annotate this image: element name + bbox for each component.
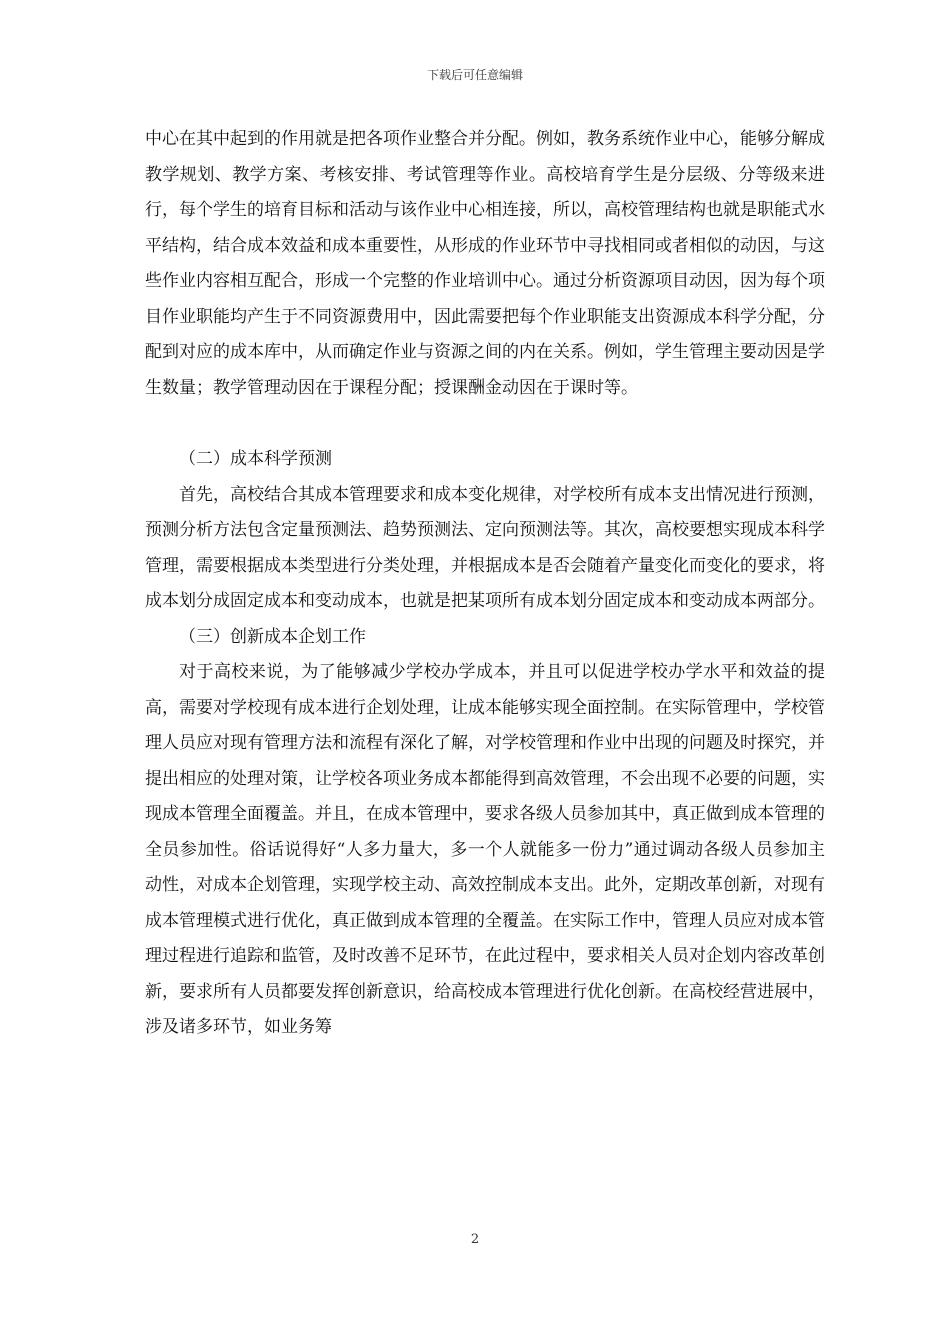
- paragraph-gap: [145, 406, 825, 442]
- page-header: 下载后可任意编辑: [426, 68, 523, 82]
- document-body: [145, 122, 825, 1046]
- page-number: 2: [470, 1232, 480, 1247]
- paragraph-forecast: 首先，高校结合其成本管理要求和成本变化规律，对学校所有成本支出情况进行预测，预测分析方法包含定量预测法、趋势预测法、定向预测法等。其次，高校要想实现成本科学管理，需要根据成本类型进行分类处理，并根据成本是否会随着产量变化而变化的要求，将成本划分成固定成本和变动成本，也就是把某项所有成本划分固定成本和变动成本两部分。: [145, 484, 825, 611]
- section-heading-3: （三）创新成本企划工作: [179, 626, 366, 647]
- paragraph-planning: 对于高校来说，为了能够减少学校办学成本，并且可以促进学校办学水平和效益的提高，需要对学校现有成本进行企划处理，让成本能够实现全面控制。在实际管理中，学校管理人员应对现有管理方法和流程有深化了解，对学校管理和作业中出现的问题及时探究，并提出相应的处理对策，让学校各项业务成本都能得到高效管理，不会出现不必要的问题，实现成本管理全面覆盖。并且，在成本管理中，要求各级人员参加其中，真正做到成本管理的全员参加性。俗话说得好“人多力量大，多一个人就能多一份力”通过调动各级人员参加主动性，对成本企划管理，实现学校主动、高效控制成本支出。此外，定期改革创新，对现有成本管理模式进行优化，真正做到成本管理的全覆盖。在实际工作中，管理人员应对成本管理过程进行追踪和监管，及时改善不足环节，在此过程中，要求相关人员对企划内容改革创新，要求所有人员都要发挥创新意识，给高校成本管理进行优化创新。在高校经营进展中，涉及诸多环节，如业务筹: [145, 662, 825, 1037]
- paragraph-continued: 中心在其中起到的作用就是把各项作业整合并分配。例如，教务系统作业中心，能够分解成教学规划、教学方案、考核安排、考试管理等作业。高校培育学生是分层级、分等级来进行，每个学生的培育目标和活动与该作业中心相连接，所以，高校管理结构也就是职能式水平结构，结合成本效益和成本重要性，从形成的作业环节中寻找相同或者相似的动因，与这些作业内容相互配合，形成一个完整的作业培训中心。通过分析资源项目动因，因为每个项目作业职能均产生于不同资源费用中，因此需要把每个作业职能支出资源成本科学分配，分配到对应的成本库中，从而确定作业与资源之间的内在关系。例如，学生管理主要动因是学生数量；教学管理动因在于课程分配；授课酬金动因在于课时等。: [145, 129, 825, 398]
- section-heading-2: （二）成本科学预测: [179, 449, 332, 469]
